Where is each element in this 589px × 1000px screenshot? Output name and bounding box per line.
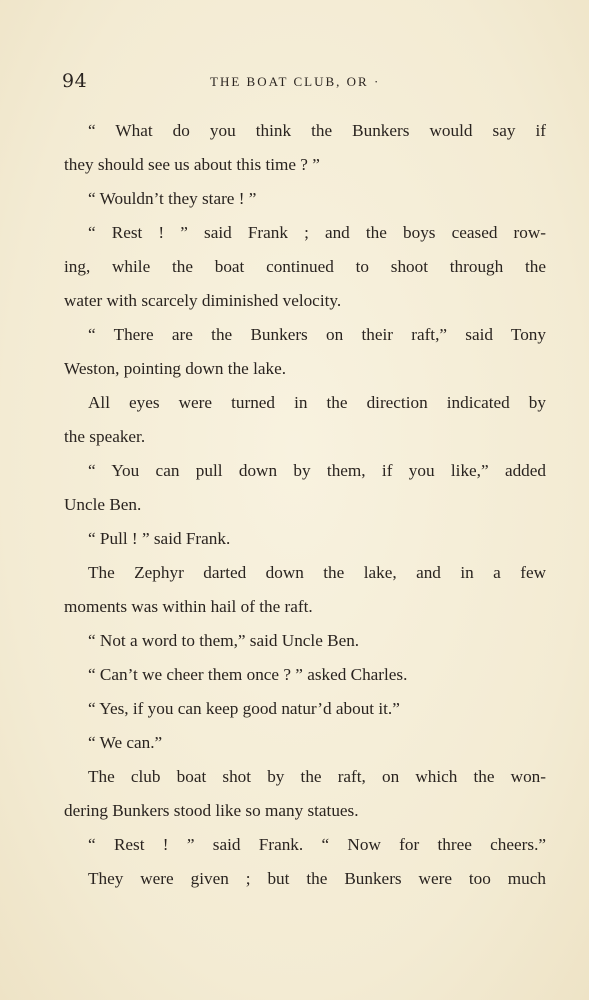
text-line: “ Can’t we cheer them once ? ” asked Charles. [88, 665, 408, 684]
text-line: they should see us about this time ? ” [64, 155, 320, 174]
text-line: “ Pull ! ” said Frank. [88, 529, 231, 548]
text-line: All eyes were turned in the direction indicated by [88, 393, 546, 412]
text-line: They were given ; but the Bunkers were too much [88, 869, 546, 888]
page-header [62, 70, 532, 94]
text-line: ing, while the boat continued to shoot through the [64, 257, 546, 276]
running-head: THE BOAT CLUB, OR · [210, 74, 381, 89]
page-number: 94 [62, 70, 88, 92]
text-line: “ Rest ! ” said Frank. “ Now for three cheers.” [88, 835, 546, 854]
text-line: “ Wouldn’t they stare ! ” [88, 189, 257, 208]
text-line: water with scarcely diminished velocity. [64, 291, 342, 310]
text-line: “ Rest ! ” said Frank ; and the boys ceased row- [88, 223, 546, 242]
text-line: “ Yes, if you can keep good natur’d about it.” [88, 699, 400, 718]
text-line: “ What do you think the Bunkers would say if [88, 121, 546, 140]
text-line: dering Bunkers stood like so many statues. [64, 801, 359, 820]
text-line: the speaker. [64, 427, 146, 446]
text-line: “ We can.” [88, 733, 163, 752]
text-line: “ There are the Bunkers on their raft,” said Tony [88, 325, 546, 344]
text-line: Uncle Ben. [64, 495, 142, 514]
text-line: The Zephyr darted down the lake, and in a few [88, 563, 546, 582]
text-line: The club boat shot by the raft, on which the won- [88, 767, 546, 786]
text-line: “ Not a word to them,” said Uncle Ben. [88, 631, 360, 650]
text-line: “ You can pull down by them, if you like,” added [88, 461, 546, 480]
text-line: moments was within hail of the raft. [64, 597, 313, 616]
text-line: Weston, pointing down the lake. [64, 359, 287, 378]
